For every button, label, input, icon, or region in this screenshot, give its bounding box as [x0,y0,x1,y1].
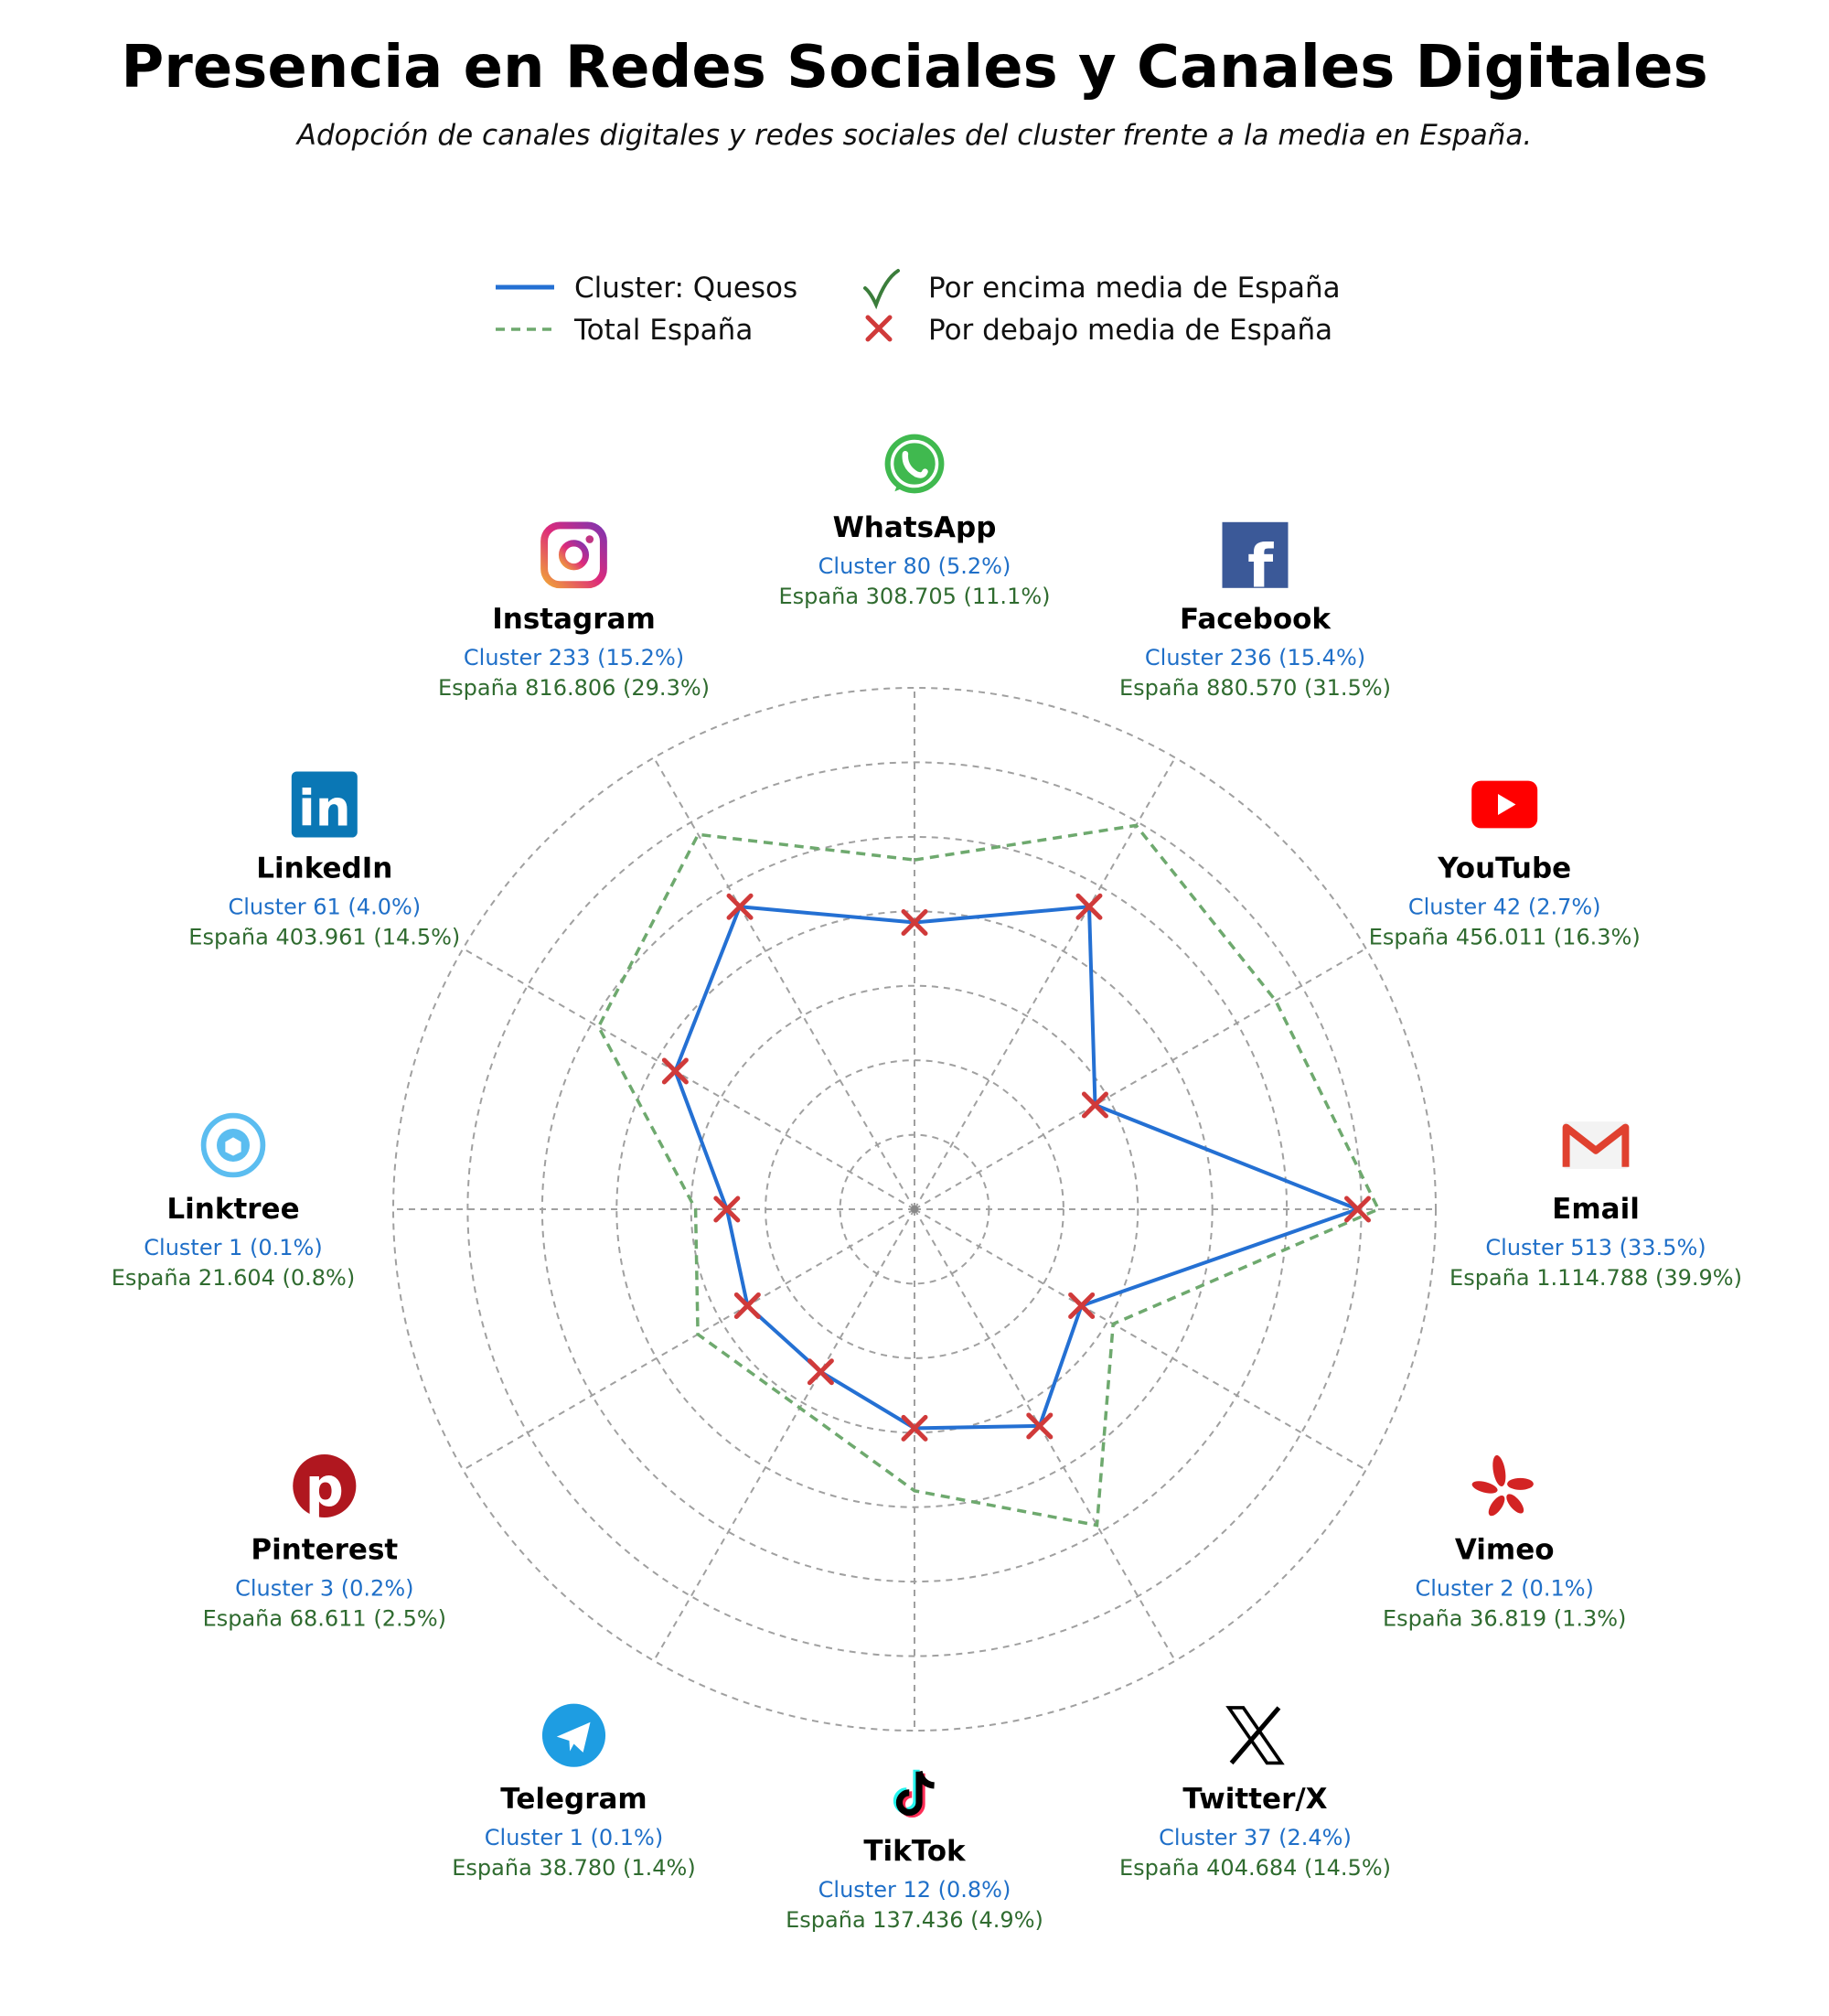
category-name: Telegram [500,1783,647,1817]
spain-value-label: España 21.604 (0.8%) [111,1265,356,1291]
linktree-icon [204,1116,263,1175]
spain-value-label: España 68.611 (2.5%) [202,1605,447,1632]
series-line-cluster [675,906,1357,1428]
spain-value-label: España 38.780 (1.4%) [452,1855,696,1882]
spain-value-label: España 404.684 (14.5%) [1119,1855,1391,1882]
gmail-icon [1563,1121,1629,1169]
svg-text:f: f [1247,532,1274,602]
spain-value-label: España 36.819 (1.3%) [1382,1605,1627,1632]
x-icon [1229,1708,1282,1763]
category-name: YouTube [1438,852,1572,885]
category-name: Vimeo [1454,1533,1555,1567]
category-name: Linktree [166,1193,300,1226]
yelp-icon [1471,1454,1534,1518]
category-labels [112,434,1742,1933]
category-name: Facebook [1179,602,1332,636]
grid-spoke [463,949,914,1209]
linkedin-icon [292,772,358,838]
grid-spoke [654,757,914,1209]
category-label-youtube [1369,781,1641,950]
cluster-value-label: Cluster 1 (0.1%) [484,1825,664,1851]
svg-text:p: p [305,1455,344,1519]
legend-spain-label: Total España [574,314,754,347]
instagram-icon [544,525,604,584]
grid-spoke [463,1209,914,1470]
category-label-linktree [112,1116,355,1291]
telegram-icon [542,1704,605,1767]
cluster-value-label: Cluster 61 (4.0%) [228,894,422,920]
category-label-pinterest [203,1454,446,1632]
grid-spoke [654,1209,914,1661]
spain-value-label: España 137.436 (4.9%) [786,1907,1043,1933]
check-icon [865,271,898,305]
radar-markers [664,895,1368,1439]
cluster-value-label: Cluster 233 (15.2%) [463,644,685,670]
facebook-icon [1223,522,1289,602]
chart-title: Presencia en Redes Sociales y Canales Digitales [121,34,1708,102]
grid-spoke [914,949,1366,1209]
cluster-value-label: Cluster 513 (33.5%) [1485,1235,1706,1260]
cluster-value-label: Cluster 236 (15.4%) [1144,644,1366,670]
category-label-facebook [1119,522,1391,701]
category-name: Twitter/X [1182,1783,1328,1817]
category-name: Pinterest [251,1533,399,1567]
category-label-linkedin [188,772,460,950]
spain-value-label: España 880.570 (31.5%) [1119,674,1391,701]
cluster-point-linkedin [664,1060,686,1082]
cluster-value-label: Cluster 37 (2.4%) [1159,1825,1352,1851]
spain-value-label: España 816.806 (29.3%) [438,674,710,701]
pinterest-icon [293,1454,356,1518]
cluster-point-vimeo [1071,1294,1093,1316]
tiktok-icon [882,1762,947,1828]
cluster-value-label: Cluster 80 (5.2%) [818,553,1011,579]
category-label-email [1449,1121,1742,1291]
grid-spoke [914,1209,1366,1470]
category-label-twitter-x [1119,1708,1391,1881]
spain-value-label: España 456.011 (16.3%) [1368,924,1641,950]
category-label-telegram [452,1704,695,1882]
cluster-value-label: Cluster 12 (0.8%) [818,1877,1011,1903]
legend-below-label: Por debajo media de España [928,314,1333,347]
category-name: Email [1552,1193,1640,1226]
category-label-vimeo [1383,1454,1626,1632]
cross-icon [868,317,890,339]
cluster-value-label: Cluster 42 (2.7%) [1407,894,1601,920]
category-name: TikTok [863,1835,966,1868]
spain-value-label: España 403.961 (14.5%) [188,924,461,950]
category-label-instagram [438,525,710,700]
whatsapp-icon [885,434,945,494]
category-name: Instagram [492,602,656,636]
category-label-tiktok [786,1762,1043,1933]
spain-value-label: España 308.705 (11.1%) [778,584,1051,609]
spain-value-label: España 1.114.788 (39.9%) [1449,1265,1742,1291]
legend-cluster-label: Cluster: Quesos [574,272,798,305]
grid-spoke [914,1209,1175,1661]
category-label-whatsapp [779,434,1051,609]
legend [496,271,1341,347]
chart-subtitle: Adopción de canales digitales y redes sociales del cluster frente a la media en España. [296,119,1533,152]
cluster-value-label: Cluster 2 (0.1%) [1415,1575,1594,1602]
youtube-icon [1471,781,1537,829]
category-name: LinkedIn [256,852,393,885]
category-name: WhatsApp [832,511,997,544]
cluster-point-telegram [809,1361,831,1383]
svg-text:in: in [297,778,351,838]
cluster-value-label: Cluster 1 (0.1%) [144,1235,323,1260]
cluster-value-label: Cluster 3 (0.2%) [235,1575,414,1602]
legend-above-label: Por encima media de España [928,272,1341,305]
radar-center [911,1206,918,1213]
